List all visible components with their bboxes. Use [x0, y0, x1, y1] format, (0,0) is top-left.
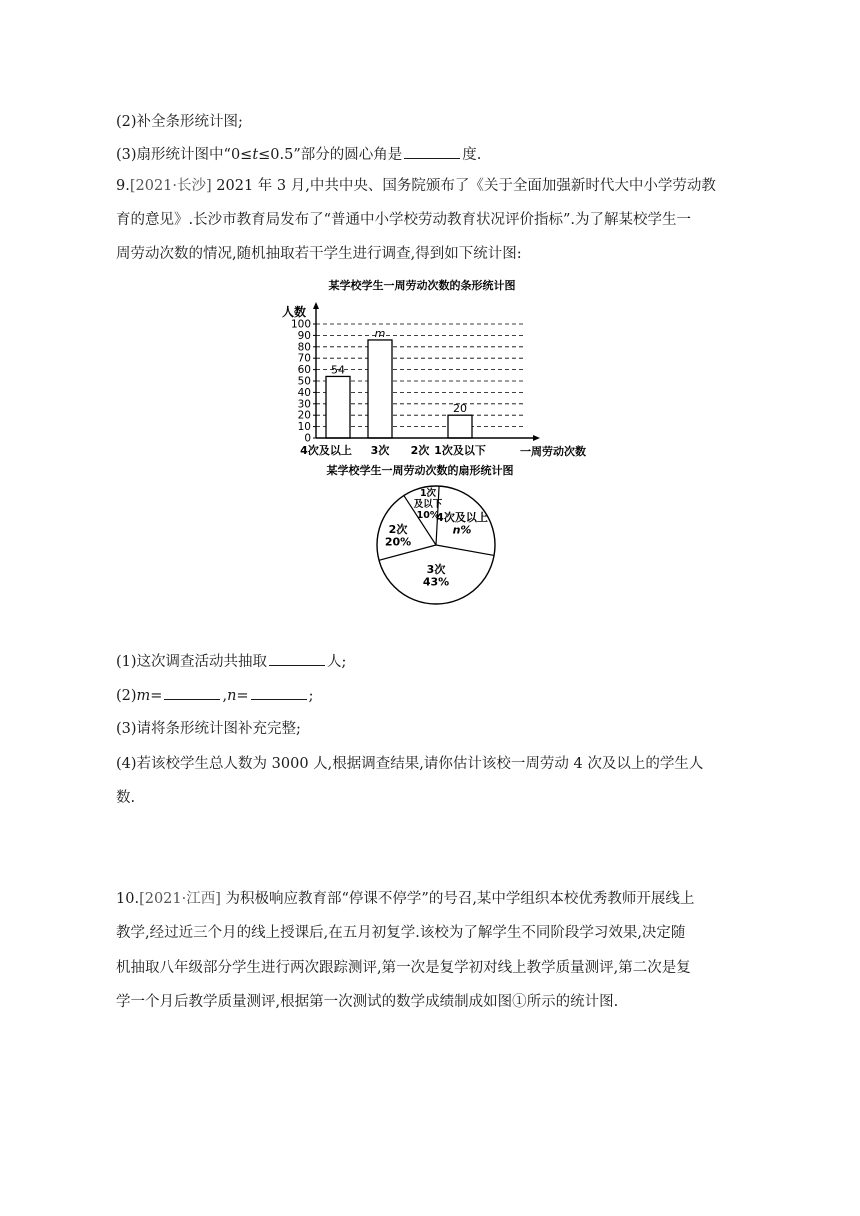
q8-part3-var-t: t: [252, 147, 259, 163]
y-tick-label: 90: [297, 329, 311, 342]
y-tick-labels: [291, 319, 311, 445]
q9-sub2-text: (2): [116, 688, 137, 704]
x-axis-arrow: [533, 435, 540, 441]
pie-label: 及以下: [413, 499, 443, 510]
q9-intro-text3: 周劳动次数的情况,随机抽取若干学生进行调查,得到如下统计图:: [116, 246, 522, 262]
y-tick-label: 10: [297, 421, 311, 434]
pie-label: 43%: [422, 575, 450, 589]
equals-sign: =: [236, 688, 249, 704]
x-tick-label: 4次及以上: [300, 444, 352, 457]
y-tick-label: 30: [297, 398, 311, 411]
y-tick-label: 50: [297, 375, 311, 388]
x-tick-label: 1次及以下: [434, 444, 486, 457]
answer-blank[interactable]: [269, 651, 325, 666]
q9-sub4-line1: [116, 754, 703, 774]
answer-blank[interactable]: [251, 685, 307, 700]
q10-intro-text1: 为积极响应教育部“停课不停学”的号召,某中学组织本校优秀教师开展线上: [220, 891, 695, 907]
q9-sub3-text: (3)请将条形统计图补充完整;: [116, 721, 301, 737]
q9-sub4-text1: (4)若该校学生总人数为 3000 人,根据调查结果,请你估计该校一周劳动 4 次及以上的学生人: [116, 756, 704, 772]
q8-part3-text-a: (3)扇形统计图中“0≤: [116, 147, 253, 163]
equals-sign: =: [150, 688, 163, 704]
q10-intro-text4: 学一个月后教学质量测评,根据第一次测试的数学成绩制成如图①所示的统计图.: [116, 994, 619, 1010]
q9-sub4-line2: [116, 788, 135, 808]
y-tick-label: 100: [290, 318, 311, 331]
q9-intro-line2: [116, 210, 691, 230]
pie-label: 2次: [388, 522, 408, 536]
x-tick-labels: [300, 443, 486, 457]
q9-sub3: [116, 719, 301, 739]
q8-part3: [116, 144, 481, 165]
pie-chart: [320, 460, 560, 610]
comma: ,: [222, 688, 228, 704]
q9-intro-text2: 育的意见》.长沙市教育局发布了“普通中小学校劳动教育状况评价指标”.为了解某校学生一: [116, 212, 692, 228]
q10-number: 10.: [116, 891, 140, 907]
var-m: m: [136, 688, 151, 704]
q10-intro-line4: [116, 992, 618, 1012]
pie-label: 20%: [384, 535, 412, 549]
y-axis-label: 人数: [282, 305, 307, 319]
bar: [448, 415, 472, 438]
q8-part3-text-c: 度.: [462, 147, 482, 163]
pie-label: n%: [452, 523, 472, 537]
q10-intro-text3: 机抽取八年级部分学生进行两次跟踪测评,第一次是复学初对线上教学质量测评,第二次是复: [116, 960, 691, 976]
y-tick-label: 60: [297, 364, 311, 377]
bar-data-label: m: [374, 326, 386, 340]
x-tick-label: 2次: [410, 444, 430, 457]
y-axis-arrow: [313, 302, 319, 309]
pie-label: 10%: [416, 510, 440, 521]
bar-data-label: 54: [331, 363, 345, 377]
q8-part2: [116, 112, 243, 132]
bar-chart: [274, 272, 586, 462]
q9-sub4-text2: 数.: [116, 790, 136, 806]
q9-sub1-text-b: 人;: [327, 654, 347, 670]
semicolon: ;: [308, 688, 314, 704]
q9-intro-line3: [116, 244, 522, 264]
bar: [368, 340, 392, 438]
q10-intro-text2: 教学,经过近三个月的线上授课后,在五月初复学.该校为了解学生不同阶段学习效果,决定随: [116, 925, 686, 941]
pie-label: 3次: [426, 562, 446, 576]
bar-data-labels: [331, 327, 467, 415]
pie-label: 4次及以上: [436, 510, 488, 524]
q9-number: 9.: [116, 178, 130, 194]
q10-intro-line3: [116, 958, 691, 978]
bar-data-label: 20: [453, 402, 467, 416]
x-axis-label: 一周劳动次数: [520, 445, 586, 458]
q9-sub2: [116, 685, 313, 706]
pie-label: 1次: [419, 488, 437, 499]
bar-chart-title: 某学校学生一周劳动次数的条形统计图: [328, 279, 516, 292]
q10-intro-line2: [116, 923, 685, 943]
q9-sub1-text-a: (1)这次调查活动共抽取: [116, 654, 268, 670]
q9-source: [2021·长沙]: [129, 178, 212, 194]
answer-blank[interactable]: [164, 685, 220, 700]
q8-part2-text: (2)补全条形统计图;: [116, 114, 243, 130]
y-tick-label: 80: [297, 341, 311, 354]
q9-sub1: [116, 651, 346, 672]
y-tick-label: 0: [304, 432, 311, 445]
var-n: n: [227, 688, 237, 704]
bar: [326, 376, 350, 438]
x-tick-label: 3次: [370, 444, 390, 457]
y-tick-label: 20: [297, 409, 311, 422]
y-tick-label: 70: [297, 352, 311, 365]
q10-intro-line1: [116, 889, 694, 909]
q10-source: [2021·江西]: [139, 891, 221, 907]
y-tick-label: 40: [297, 386, 311, 399]
q9-intro-text1: 2021 年 3 月,中共中央、国务院颁布了《关于全面加强新时代大中小学劳动教: [211, 178, 716, 194]
answer-blank[interactable]: [404, 144, 460, 159]
q9-intro-line1: [116, 176, 716, 196]
pie-chart-title: 某学校学生一周劳动次数的扇形统计图: [326, 464, 514, 477]
q8-part3-text-b: ≤0.5”部分的圆心角是: [258, 147, 403, 163]
bars: [326, 340, 472, 438]
